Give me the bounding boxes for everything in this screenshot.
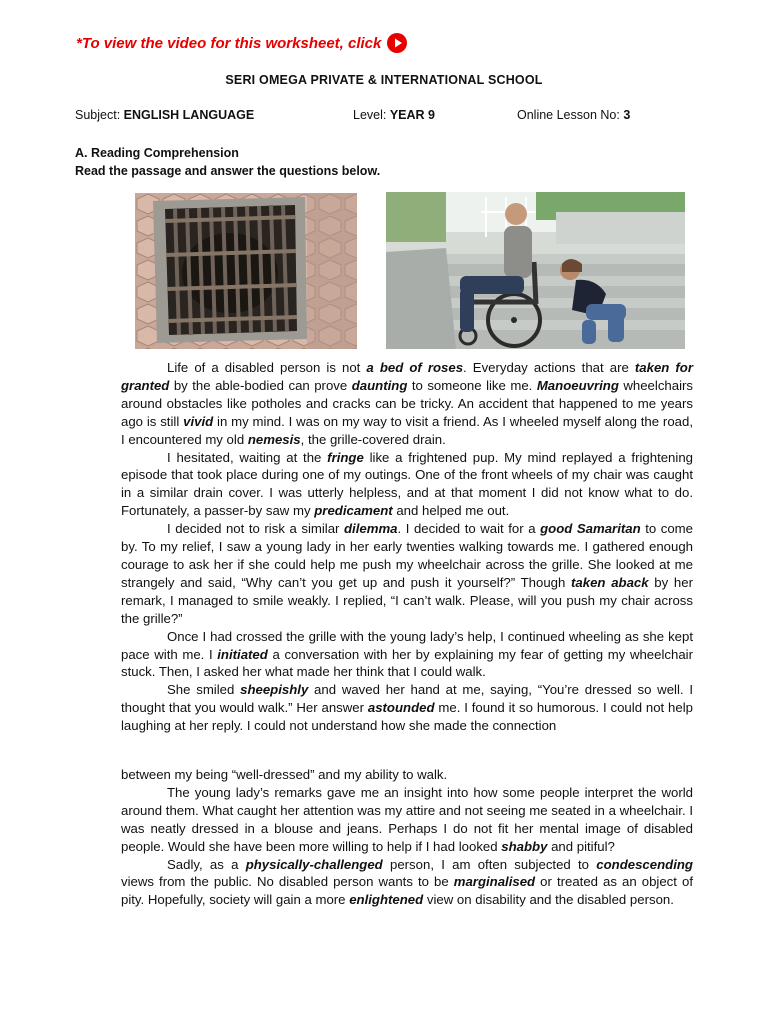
vocab-word: astounded [367,700,435,716]
paragraph-4 [121,628,693,682]
text: Sadly, as a [167,856,246,872]
text: to come by. To my relief, I saw a young lady in her early twenties walking towards me. I gathered enough courage to ask her if she could help me push my wheelchair across the grille. She looked at me strangely and said, “Why can’t you get up and push it yourself?” Though [121,521,693,590]
vocab-word: condescending [596,856,693,872]
text: I hesitated, waiting at the [167,449,328,465]
text: to someone like me. [407,377,537,393]
text: Once I had crossed the grille with the young lady’s help, I continued wheeling as she kept pace with me. I [121,628,693,662]
text: person, I am often subjected to [382,856,597,872]
paragraph-5-continued [121,766,693,784]
level-label: Level: [353,108,390,122]
text: view on disability and the disabled person. [423,892,674,908]
text: . Everyday actions that are [463,360,635,375]
vocab-word: marginalised [453,874,536,890]
lesson-label: Online Lesson No: [517,108,624,122]
vocab-word: vivid [183,413,214,429]
vocab-word: taken for granted [121,360,693,393]
vocab-word: taken aback [571,574,649,590]
instruction: Read the passage and answer the questions below. [75,164,381,178]
vocab-word: enlightened [349,892,424,908]
lesson-value: 3 [623,108,631,122]
text: She smiled [167,682,241,698]
text: by the able-bodied can prove [169,377,352,393]
text: in my mind. I was on my way to visit a friend. As I wheeled myself along the road, I encountered my old [121,413,693,447]
paragraph-2 [121,449,693,521]
vocab-word: dilemma [344,521,398,537]
section-title: A. Reading Comprehension [75,146,239,160]
vocab-word: Manoeuvring [536,377,619,393]
school-name: SERI OMEGA PRIVATE & INTERNATIONAL SCHOOL [225,73,543,87]
passage-part-1 [121,359,693,735]
vocab-word: daunting [351,377,408,393]
level-line [353,108,435,122]
text: and helped me out. [392,503,510,519]
vocab-word: physically-challenged [245,856,383,872]
text: by her remark, I managed to smile weakly. I replied, “I can’t walk. Please, will you push my chair across the grille?” [121,574,693,626]
play-icon[interactable] [387,33,407,53]
paragraph-3 [121,520,693,627]
subject-line [75,108,254,122]
text: views from the public. No disabled person wants to be [121,874,454,890]
text: wheelchairs around obstacles like potholes and cracks can be tricky. An accident that happened to me years ago is still [121,377,693,429]
paragraph-7 [121,856,693,910]
video-link[interactable] [76,33,407,53]
text: The young lady’s remarks gave me an insight into how some people interpret the world around them. What caught her attention was my attire and not seeing me seated in a wheelchair. I was neatly dressed in a blouse and jeans. Perhaps I do not fit her mental image of disabled people. Would she have been more willing to help if I had looked [121,784,693,854]
paragraph-5 [121,681,693,735]
video-link-text[interactable]: *To view the video for this worksheet, click [76,34,382,52]
text: me. I found it so humorous. I could not help laughing at her reply. I could not understand how she made the connection [121,700,693,734]
paragraph-6 [121,784,693,856]
text: like a frightened pup. My mind replayed a frightening episode that took place during one of my outings. One of the front wheels of my chair was caught in a similar drain cover. I was utterly helpless, and at that moment I did not know what to do. Fortunately, a passer-by saw my [121,449,693,519]
text: and pitiful? [547,838,615,854]
vocab-word: sheepishly [240,682,309,698]
text: a conversation with her by explaining my fear of getting my wheelchair stuck. Then, I asked her what made her think that I could walk. [121,646,693,680]
text: between my being “well-dressed” and my ability to walk. [121,767,448,782]
vocab-word: fringe [327,449,364,465]
vocab-word: nemesis [247,431,301,447]
level-value: YEAR 9 [389,108,435,122]
subject-value: ENGLISH LANGUAGE [123,108,255,122]
vocab-word: initiated [217,646,268,662]
vocab-word: shabby [501,838,548,854]
drain-grille-photo [135,193,357,349]
wheelchair-user-photo [386,192,685,349]
text: Life of a disabled person is not [167,360,367,375]
subject-label: Subject: [75,108,124,122]
text: I decided not to risk a similar [167,521,344,537]
vocab-word: predicament [314,503,393,519]
paragraph-1 [121,359,693,449]
text: , the grille-covered drain. [300,431,446,447]
lesson-line [517,108,630,122]
passage-part-2 [121,766,693,909]
text: or treated as an object of pity. Hopefully, society will gain a more [121,874,693,908]
vocab-word: good Samaritan [540,521,641,537]
vocab-word: a bed of roses [366,360,464,375]
text: and waved her hand at me, saying, “You’re dressed so well. I thought that you would walk.” Her answer [121,682,693,716]
text: . I decided to wait for a [397,521,541,537]
